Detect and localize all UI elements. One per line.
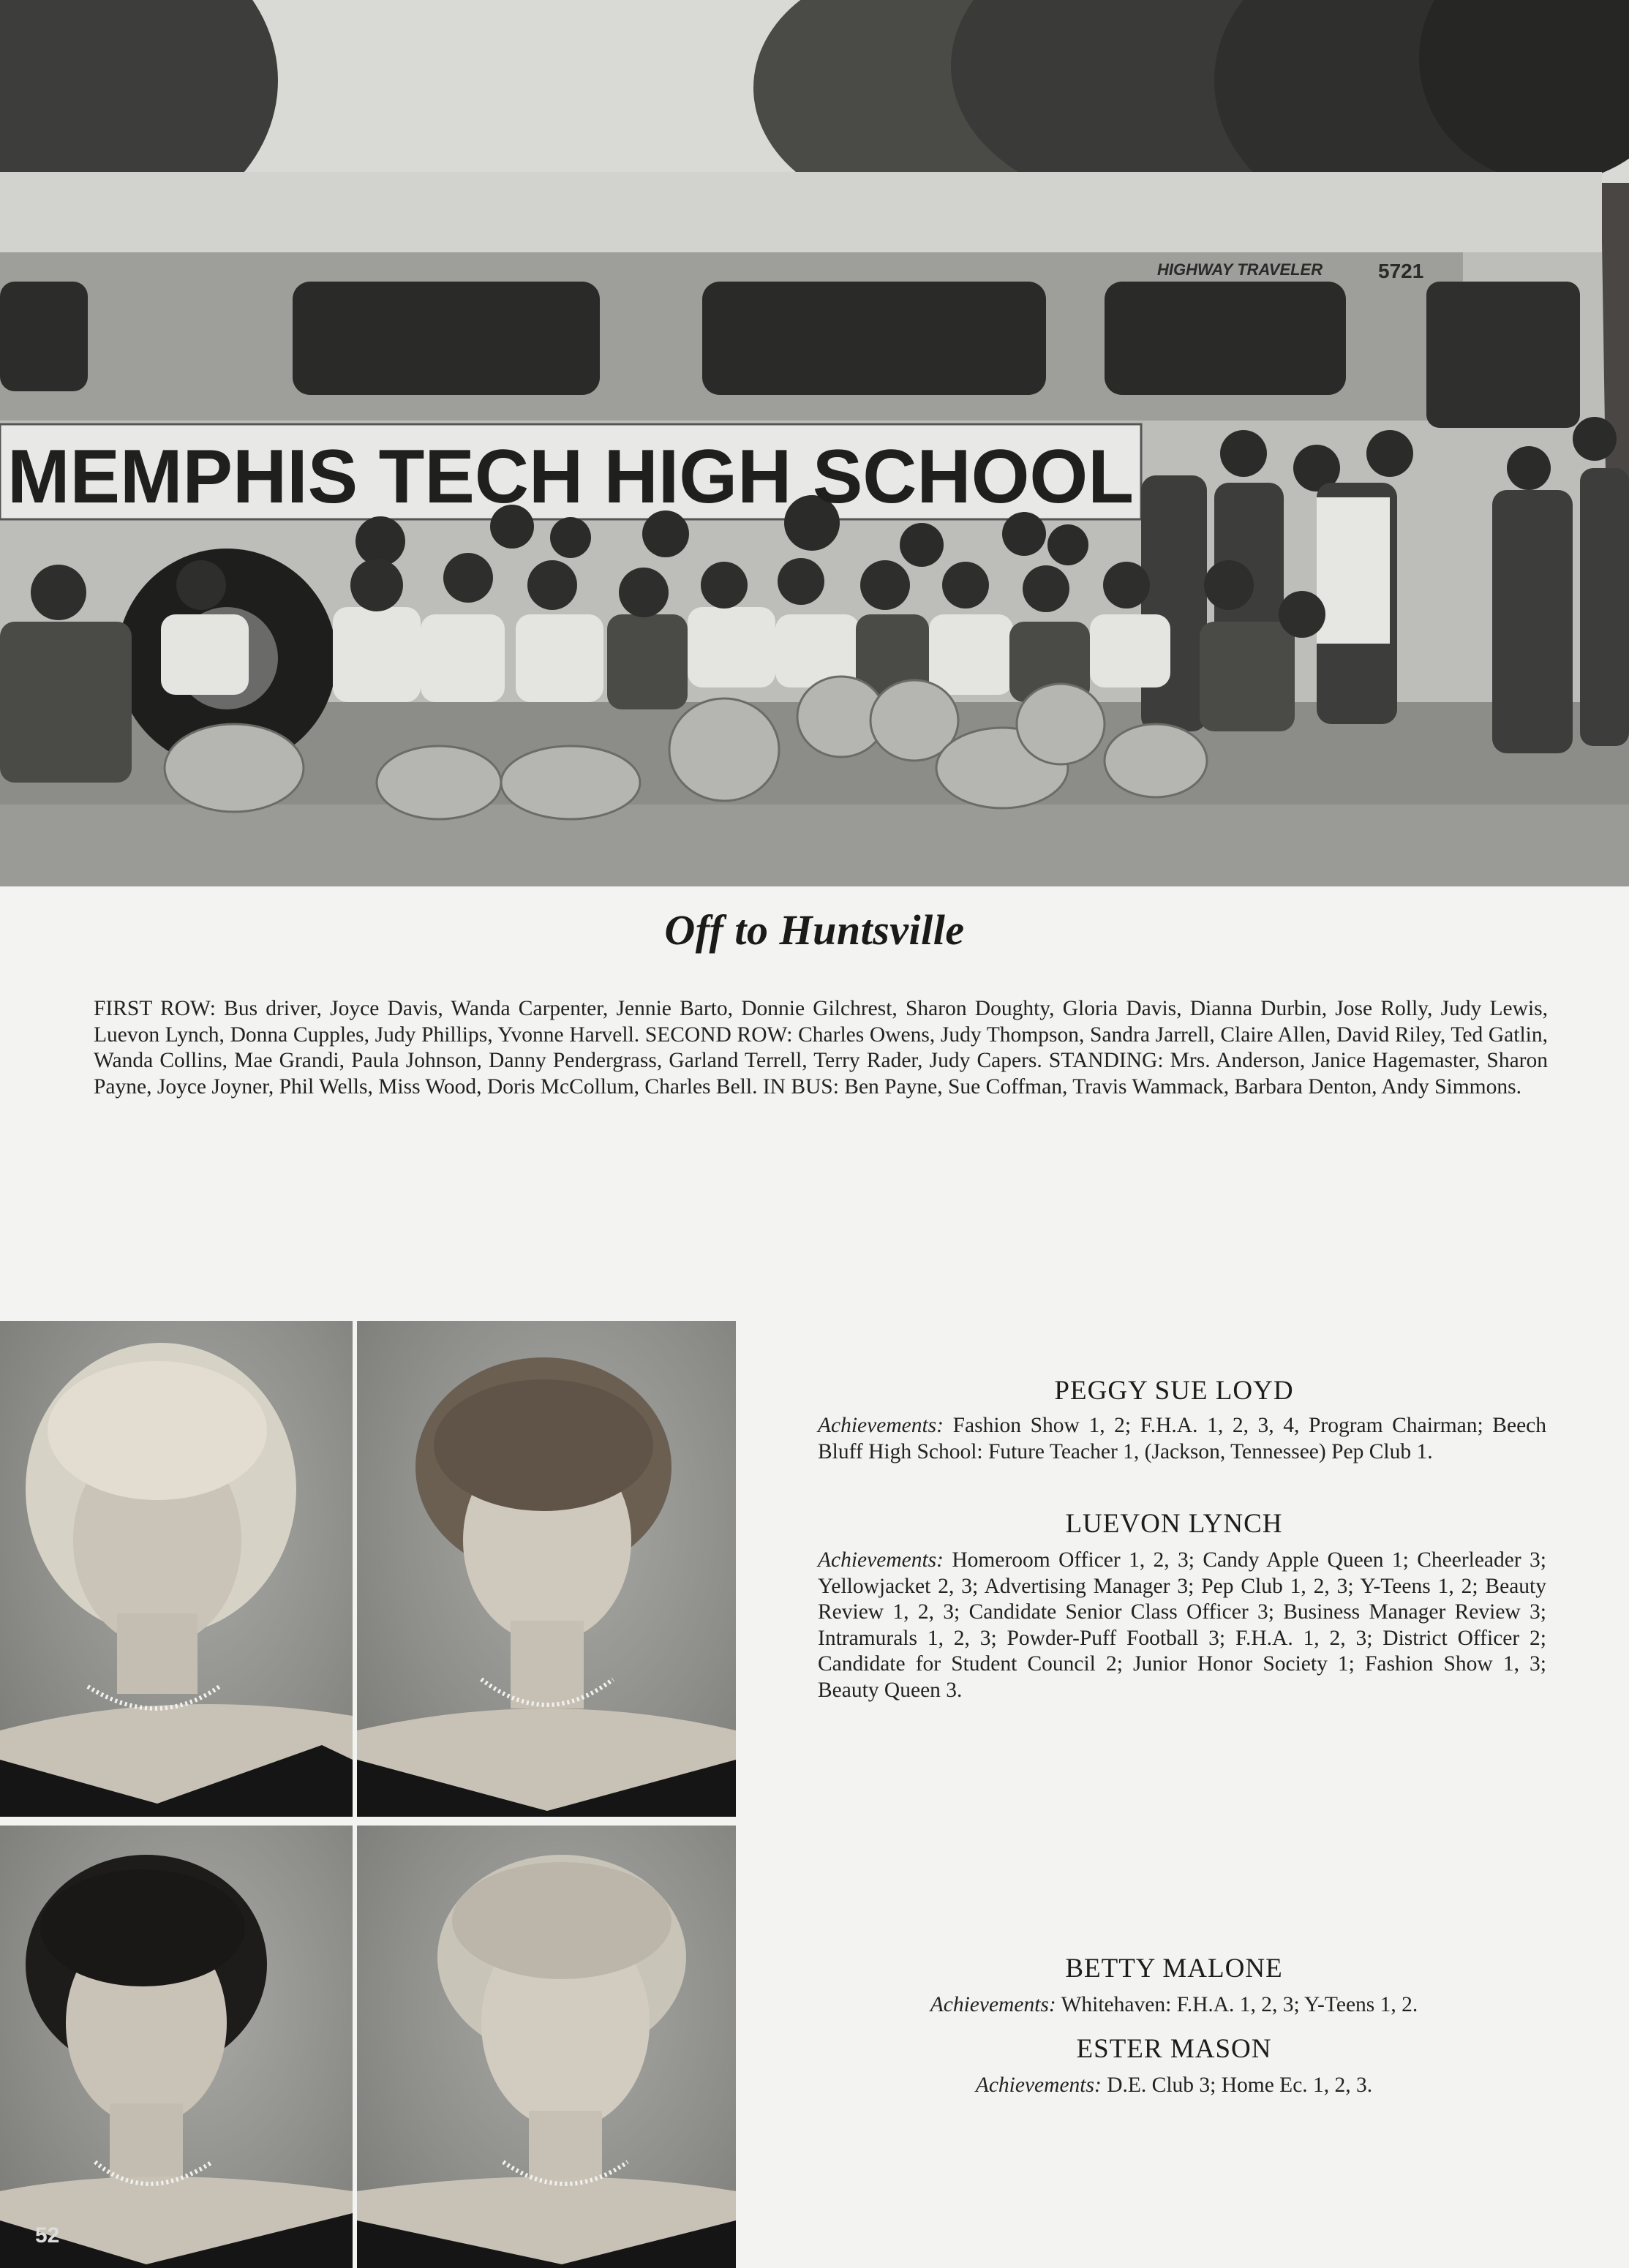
bus-banner-text: MEMPHIS TECH HIGH SCHOOL — [7, 434, 1134, 519]
bus-model-text: HIGHWAY TRAVELER — [1157, 260, 1323, 279]
achievements-label: Achievements: — [818, 1548, 944, 1572]
student-achievements — [805, 1992, 1543, 2019]
bus-photo-illustration — [0, 0, 1629, 886]
achievements-label: Achievements: — [930, 1993, 1056, 2016]
portrait-ester-mason — [357, 1826, 736, 2268]
achievements-text: D.E. Club 3; Home Ec. 1, 2, 3. — [1107, 2073, 1373, 2097]
achievements-label: Achievements: — [975, 2073, 1102, 2097]
student-achievements — [818, 1413, 1546, 1465]
student-name: LUEVON LYNCH — [1065, 1509, 1283, 1539]
caption-title: Off to Huntsville — [664, 906, 965, 954]
portrait-illustration — [357, 1321, 736, 1817]
page-number: 52 — [35, 2223, 60, 2248]
achievements-text: Homeroom Officer 1, 2, 3; Candy Apple Queen 1; Cheerleader 3; Yellowjacket 2, 3; Advertising Manager 3; Pep Club 1, 2, 3; Y-Teens 1, 2; Beauty Review 1, 2, 3; Candidate Senior Class Officer 3; Business Manager Review 3; Intramurals 1, 2, 3; Powder-Puff Football 3; F.H.A. 1, 2, 3; District Officer 2; Candidate for Student Council 2; Junior Honor Society 1; Fashion Show 1, 3; Beauty Queen 3. — [818, 1548, 1546, 1702]
student-achievements — [818, 1548, 1546, 1703]
portrait-illustration — [0, 1321, 353, 1817]
portrait-illustration — [0, 1826, 353, 2268]
student-name: ESTER MASON — [1076, 2034, 1272, 2064]
portrait-betty-malone — [0, 1826, 353, 2268]
student-achievements — [805, 2073, 1543, 2099]
caption-text: FIRST ROW: Bus driver, Joyce Davis, Wanda Carpenter, Jennie Barto, Donnie Gilchrest, Sharon Doughty, Gloria Davis, Dianna Durbin, Jose Rolly, Judy Lewis, Luevon Lynch, Donna Cupples, Judy Phillips, Yvonne Harvell. SECOND ROW: Charles Owens, Judy Thompson, Sandra Jarrell, Claire Allen, David Riley, Ted Gatlin, Wanda Collins, Mae Grandi, Paula Johnson, Danny Pendergrass, Garland Terrell, Terry Rader, Judy Capers. STANDING: Mrs. Anderson, Janice Hagemaster, Sharon Payne, Joyce Joyner, Phil Wells, Miss Wood, Doris McCollum, Charles Bell. IN BUS: Ben Payne, Sue Coffman, Travis Wammack, Barbara Denton, Andy Simmons. — [94, 997, 1548, 1099]
portrait-luevon-lynch — [357, 1321, 736, 1817]
achievements-label: Achievements: — [818, 1414, 944, 1437]
achievements-text: Whitehaven: F.H.A. 1, 2, 3; Y-Teens 1, 2. — [1061, 1993, 1418, 2016]
portrait-peggy-sue-loyd — [0, 1321, 353, 1817]
group-photo-bus — [0, 0, 1629, 886]
achievements-text: Fashion Show 1, 2; F.H.A. 1, 2, 3, 4, Program Chairman; Beech Bluff High School: Future Teacher 1, (Jackson, Tennessee) Pep Club 1. — [818, 1414, 1547, 1463]
bus-number-text: 5721 — [1378, 260, 1424, 282]
student-name: BETTY MALONE — [1065, 1954, 1283, 1983]
portrait-illustration — [357, 1826, 736, 2268]
student-name: PEGGY SUE LOYD — [1054, 1376, 1294, 1406]
